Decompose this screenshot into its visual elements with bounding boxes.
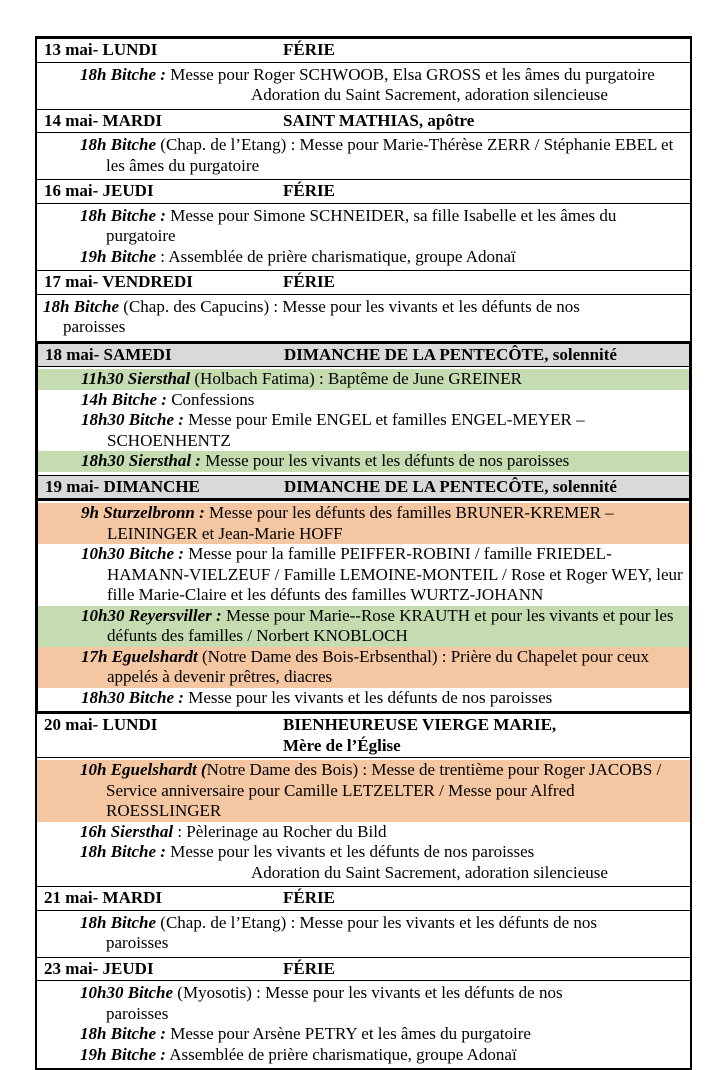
entry-time-place: 10h Eguelshardt (	[80, 760, 207, 779]
schedule-entry	[37, 297, 627, 338]
entry-description: Assemblée de prière charismatique, groupe Adonaï	[165, 1044, 517, 1064]
feast-label: FÉRIE	[283, 181, 335, 200]
schedule-entry	[37, 65, 690, 106]
entry-time-place: 19h Bitche	[80, 246, 157, 266]
entry-description: Messe pour les vivants et les défunts de nos paroisses	[200, 451, 570, 470]
feast-label: FÉRIE	[283, 888, 335, 907]
entry-time-place: 17h Eguelshardt	[81, 646, 198, 666]
entry-note: Adoration du Saint Sacrement, adoration silencieuse	[251, 862, 608, 882]
entry-time-place: 18h Bitche	[80, 912, 157, 932]
entry-time-place: 14h Bitche :	[81, 389, 167, 409]
entry-description: Messe pour Emile ENGEL et familles ENGEL-MEYER – SCHOENHENTZ	[107, 410, 585, 450]
entry-time-place: 18h Bitche	[43, 296, 120, 316]
entry-time-place: 19h Bitche :	[80, 1044, 166, 1064]
section-body	[37, 63, 690, 109]
date-label: 13 mai- LUNDI	[44, 40, 158, 59]
section-14-mai	[37, 109, 690, 180]
schedule-entry	[37, 1045, 690, 1066]
section-body	[37, 981, 690, 1068]
schedule-entry	[37, 983, 615, 1024]
entry-description: Messe pour les vivants et les défunts de nos paroisses	[183, 687, 553, 707]
feast-label: FÉRIE	[283, 272, 335, 291]
section-body	[38, 501, 689, 711]
section-body	[37, 133, 690, 179]
date-header	[37, 179, 690, 204]
date-header	[37, 270, 690, 295]
schedule-entry	[37, 842, 690, 883]
entry-time-place: 18h Bitche :	[80, 842, 166, 861]
entry-time-place: 10h30 Bitche :	[81, 544, 184, 563]
section-body	[37, 204, 690, 271]
date-header	[37, 39, 690, 63]
schedule-entry	[37, 760, 690, 822]
date-label: 14 mai- MARDI	[44, 110, 163, 130]
section-21-mai	[37, 886, 690, 957]
entry-time-place: 18h30 Bitche :	[81, 687, 184, 707]
date-header	[37, 714, 690, 758]
schedule-entry	[37, 1024, 690, 1045]
entry-description: Messe pour Simone SCHNEIDER, sa fille Isabelle et les âmes du purgatoire	[106, 205, 617, 245]
entry-time-place: 9h Sturzelbronn :	[81, 503, 205, 522]
schedule-entry	[38, 606, 689, 647]
section-body	[38, 367, 689, 475]
section-13-mai	[37, 39, 690, 109]
entry-time-place: 18h Bitche :	[80, 205, 166, 225]
entry-time-place: 18h Bitche :	[80, 64, 166, 84]
entry-description: (Notre Dame des Bois-Erbsenthal) : Prière du Chapelet pour ceux appelés à devenir prêtres, diacres	[107, 646, 649, 686]
section-17-mai	[37, 270, 690, 341]
entry-description: (Chap. de l’Etang) : Messe pour Marie-Thérèse ZERR / Stéphanie EBEL et les âmes du purgatoire	[106, 135, 674, 175]
entry-time-place: 10h30 Bitche	[80, 983, 174, 1002]
entry-time-place: 16h Siersthal	[80, 821, 178, 841]
entry-description: Notre Dame des Bois) : Messe de trentième pour Roger JACOBS / Service anniversaire pour Camille LETZELTER / Messe pour Alfred ROESSLINGER	[106, 760, 662, 820]
entry-description: Messe pour Roger SCHWOOB, Elsa GROSS et les âmes du purgatoire	[165, 64, 655, 84]
entry-time-place: 18h Bitche :	[80, 1024, 166, 1043]
feast-line-1: BIENHEUREUSE VIERGE MARIE,	[283, 715, 557, 734]
schedule-entry	[37, 135, 690, 176]
entry-description: Messe pour Arsène PETRY et les âmes du purgatoire	[165, 1024, 531, 1043]
pentecost-block	[35, 341, 692, 715]
schedule-entry	[38, 688, 689, 709]
date-label: 16 mai- JEUDI	[44, 181, 154, 200]
section-body	[37, 758, 690, 886]
feast-line-2: Mère de l’Église	[283, 735, 401, 755]
entry-description: : Pèlerinage au Rocher du Bild	[177, 821, 387, 841]
date-header	[37, 957, 690, 982]
entry-note: Adoration du Saint Sacrement, adoration silencieuse	[251, 85, 608, 104]
feast-label	[283, 715, 690, 756]
entry-description: Messe pour les défunts des familles BRUNER-KREMER – LEININGER et Jean-Marie HOFF	[107, 503, 614, 543]
section-body	[37, 295, 690, 341]
date-header	[38, 344, 689, 368]
section-18-mai	[38, 344, 689, 475]
date-label: 23 mai- JEUDI	[44, 958, 154, 978]
schedule-entry	[37, 206, 690, 247]
feast-label: DIMANCHE DE LA PENTECÔTE, solennité	[284, 476, 617, 496]
section-body	[37, 911, 690, 957]
schedule-entry	[37, 247, 690, 268]
entry-description: Messe pour Marie--Rose KRAUTH et pour les vivants et pour les défunts des familles / Norbert KNOBLOCH	[107, 605, 674, 645]
schedule-entry	[37, 822, 690, 843]
date-label: 17 mai- VENDREDI	[44, 272, 193, 291]
mass-schedule-document	[35, 36, 692, 1070]
schedule-entry	[38, 390, 689, 411]
date-header	[38, 475, 689, 502]
entry-description: Messe pour les vivants et les défunts de nos paroisses	[165, 842, 535, 861]
feast-label: SAINT MATHIAS, apôtre	[283, 110, 475, 130]
entry-time-place: 18h30 Siersthal :	[81, 451, 201, 470]
feast-label: DIMANCHE DE LA PENTECÔTE, solennité	[284, 344, 617, 364]
entry-time-place: 10h30 Reyersviller :	[81, 605, 222, 625]
feast-label: FÉRIE	[283, 40, 335, 59]
schedule-entry	[37, 913, 655, 954]
date-header	[37, 109, 690, 134]
date-label: 20 mai- LUNDI	[44, 715, 158, 734]
entry-description: (Chap. de l’Etang) : Messe pour les vivants et les défunts de nos paroisses	[106, 912, 598, 952]
entry-description: Messe pour la famille PEIFFER-ROBINI / famille FRIEDEL-HAMANN-VIELZEUF / Famille LEMOINE-MONTEIL / Rose et Roger WEY, leur fille Marie-Claire et les défunts des familles WURTZ-JOHANN	[107, 544, 683, 604]
entry-description: (Myosotis) : Messe pour les vivants et les défunts de nos paroisses	[106, 983, 563, 1023]
section-16-mai	[37, 179, 690, 270]
entry-description: (Chap. des Capucins) : Messe pour les vivants et les défunts de nos paroisses	[63, 296, 580, 336]
schedule-entry	[38, 369, 689, 390]
date-label: 18 mai- SAMEDI	[45, 344, 172, 364]
entry-time-place: 18h30 Bitche :	[81, 410, 184, 429]
entry-time-place: 18h Bitche	[80, 135, 157, 154]
schedule-entry	[38, 647, 689, 688]
feast-label: FÉRIE	[283, 958, 335, 978]
date-label: 19 mai- DIMANCHE	[45, 476, 200, 496]
schedule-entry	[38, 544, 689, 606]
date-header	[37, 886, 690, 911]
schedule-entry	[38, 410, 689, 451]
section-19-mai	[38, 475, 689, 712]
date-label: 21 mai- MARDI	[44, 888, 163, 907]
entry-description: Confessions	[166, 389, 255, 409]
entry-description: : Assemblée de prière charismatique, groupe Adonaï	[156, 246, 516, 266]
schedule-entry	[38, 503, 689, 544]
entry-time-place: 11h30 Siersthal	[81, 369, 191, 388]
schedule-entry	[38, 451, 689, 472]
entry-description: (Holbach Fatima) : Baptême de June GREINER	[190, 369, 523, 388]
section-20-mai	[37, 714, 690, 886]
section-23-mai	[37, 957, 690, 1069]
